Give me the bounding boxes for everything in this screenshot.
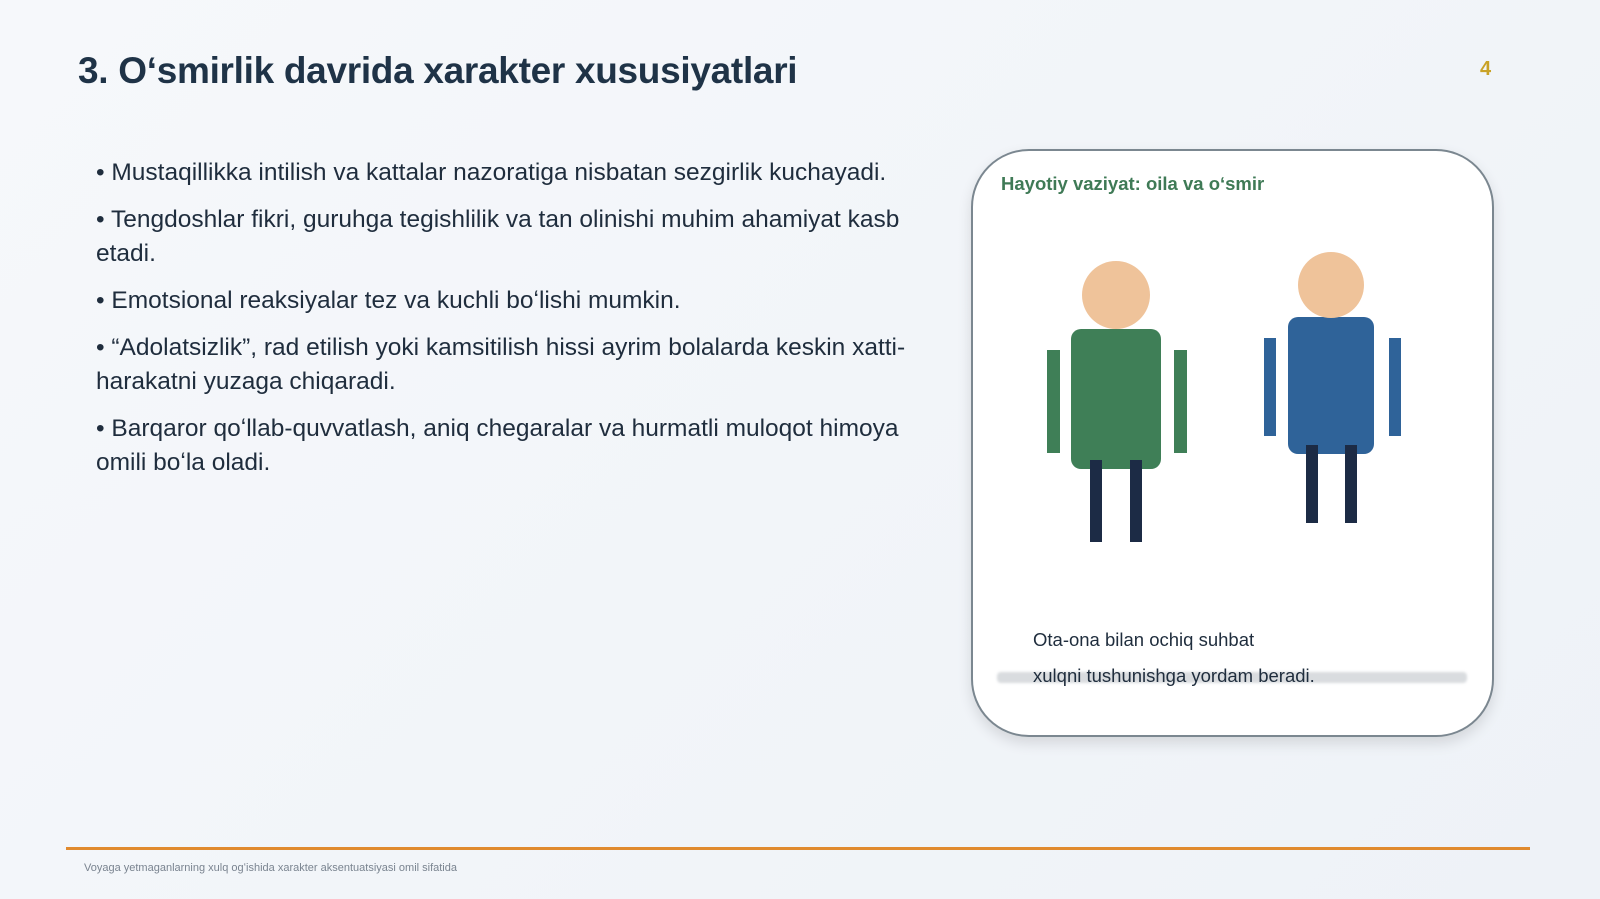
page-number: 4	[1480, 58, 1492, 80]
footer-divider	[66, 847, 1530, 850]
parent-figure	[1047, 261, 1187, 542]
card-title: Hayotiy vaziyat: oila va oʻsmir	[1001, 173, 1265, 194]
parent-left-leg	[1090, 460, 1102, 542]
footer-text: Voyaga yetmaganlarning xulq ogʻishida xarakter aksentuatsiyasi omil sifatida	[84, 862, 457, 874]
teen-head	[1298, 252, 1364, 318]
teen-left-leg	[1306, 445, 1318, 523]
bullet-item: • Tengdoshlar fikri, guruhga tegishlilik va tan olinishi muhim ahamiyat kasb etadi.	[96, 206, 900, 267]
parent-right-leg	[1130, 460, 1142, 542]
parent-left-arm	[1047, 350, 1060, 453]
bullet-list	[96, 156, 906, 493]
scenario-card	[971, 149, 1494, 737]
bullet-item: • Barqaror qoʻllab-quvvatlash, aniq chegaralar va hurmatli muloqot himoya omili boʻla oladi.	[96, 415, 899, 476]
parent-right-arm	[1174, 350, 1187, 453]
teen-figure	[1264, 252, 1401, 523]
caption-line-1: Ota-ona bilan ochiq suhbat	[1033, 629, 1255, 650]
teen-right-leg	[1345, 445, 1357, 523]
bullet-item: • Mustaqillikka intilish va kattalar nazoratiga nisbatan sezgirlik kuchayadi.	[96, 159, 887, 186]
slide-title: 3. Oʻsmirlik davrida xarakter xususiyatlari	[78, 50, 798, 91]
teen-right-arm	[1389, 338, 1401, 436]
caption-line-2: xulqni tushunishga yordam beradi.	[1033, 665, 1315, 686]
bullet-item: • “Adolatsizlik”, rad etilish yoki kamsitilish hissi ayrim bolalarda keskin xatti-harakatni yuzaga chiqaradi.	[96, 334, 906, 395]
parent-body	[1071, 329, 1161, 469]
parent-head	[1082, 261, 1150, 329]
card-caption	[1033, 622, 1453, 694]
teen-body	[1288, 317, 1374, 454]
teen-left-arm	[1264, 338, 1276, 436]
bullet-item: • Emotsional reaksiyalar tez va kuchli boʻlishi mumkin.	[96, 287, 681, 314]
